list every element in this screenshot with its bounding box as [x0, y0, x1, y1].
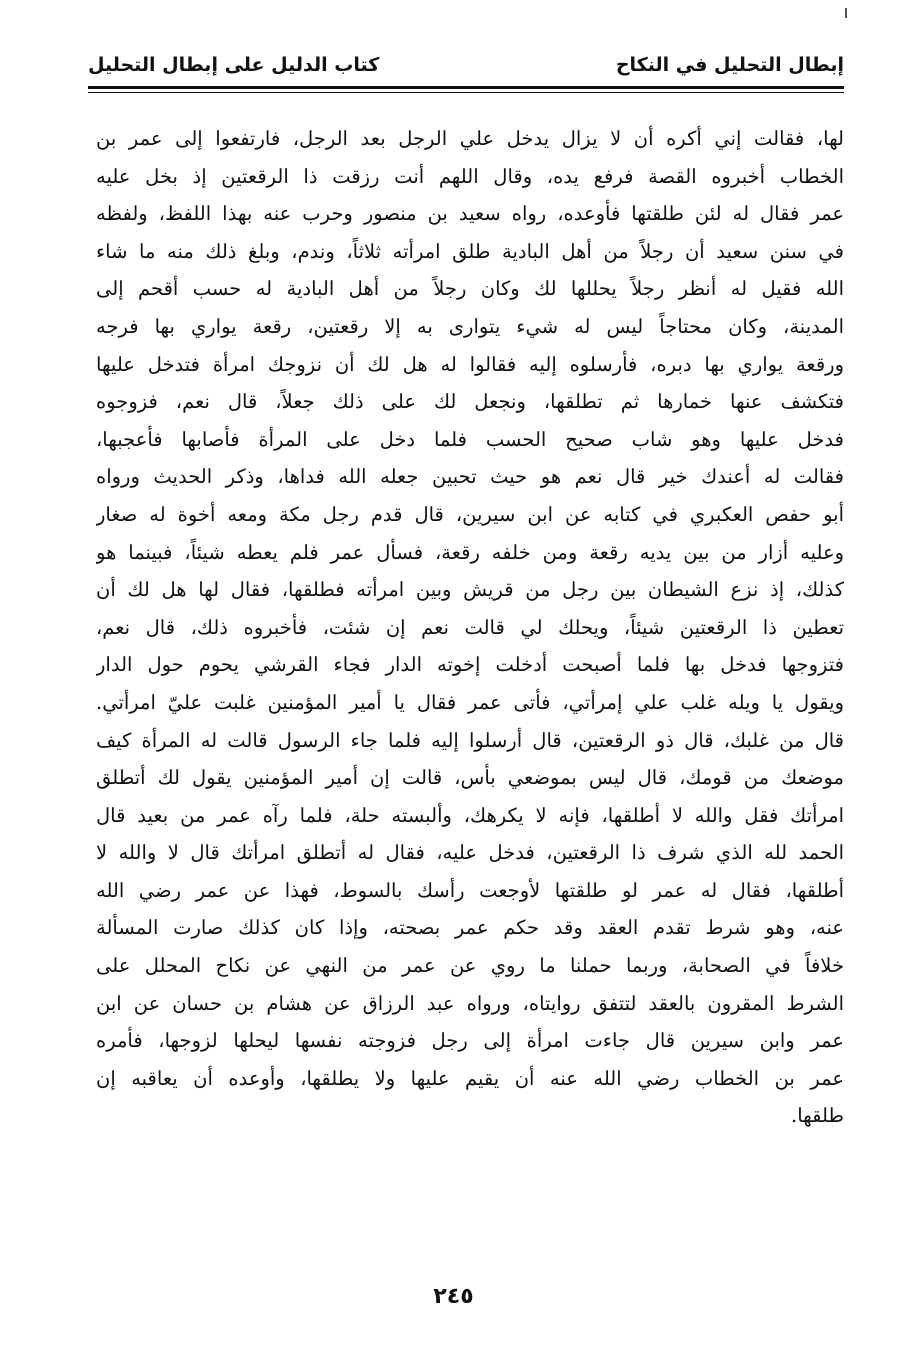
text-line: فقالت له أعندك خير قال نعم هو حيث تحبين جعله الله فداها، وذكر الحديث ورواه [96, 465, 844, 489]
running-header [88, 48, 844, 82]
page-number: ٢٤٥ [433, 1284, 474, 1309]
text-line: وعليه أزار من بين يديه رقعة ومن خلفه رقعة، فسأل عمر فلم يعطه شيئاً، فبينما هو [96, 540, 844, 564]
text-line: امرأتك فقل والله لا أطلقها، فإنه لا يكرهك، وألبسته حلة، فلما رآه عمر من بعيد قال [96, 803, 844, 827]
text-line: عمر بن الخطاب رضي الله عنه أن يقيم عليها ولا يطلقها، وأوعده أن يعاقبه إن [96, 1066, 844, 1090]
text-line: أطلقها، فقال له عمر لو طلقتها لأوجعت رأسك بالسوط، فهذا عن عمر رضي الله [96, 878, 844, 902]
text-line: الشرط المقرون بالعقد لتتفق روايتاه، ورواه عبد الرزاق عن هشام بن حسان عن ابن [96, 991, 844, 1015]
text-line: الخطاب أخبروه القصة فرفع يده، وقال اللهم أنت رزقت ذا الرقعتين إذ بخل عليه [96, 164, 844, 188]
text-line: عمر فقال له لئن طلقتها فأوعده، رواه سعيد بن منصور وحرب عنه بهذا اللفظ، ولفظه [96, 202, 844, 226]
body-text [96, 120, 844, 1135]
text-line: خلافاً في الصحابة، وربما حملنا ما روي عن عمر من النهي عن نكاح المحلل على [96, 954, 844, 978]
header-rule [88, 86, 844, 89]
text-line: ورقعة يواري بها دبره، فأرسلوه إليه فقالوا له هل لك أن نزوجك امرأة فتدخل عليها [96, 352, 844, 376]
text-line: الحمد لله الذي شرف ذا الرقعتين، فدخل عليه، فقال له أتطلق امرأتك قال لا والله لا [96, 841, 844, 865]
header-chapter-title: إبطال التحليل في النكاح [615, 54, 844, 76]
header-book-title: كتاب الدليل على إبطال التحليل [88, 54, 380, 76]
text-line: الله فقيل له أنظر رجلاً يحللها لك وكان رجلاً من أهل البادية له حسب أقحم إلى [96, 277, 844, 301]
scan-mark [845, 8, 847, 18]
text-line: ويقول يا ويله غلب علي إمرأتي، فأتى عمر فقال يا أمير المؤمنين غلبت عليّ امرأتي. [96, 690, 844, 714]
text-line: عنه، وهو شرط تقدم العقد وقد حكم عمر بصحته، وإذا كان كذلك صارت المسألة [96, 916, 844, 940]
text-line: لها، فقالت إني أكره أن لا يزال يدخل علي الرجل بعد الرجل، فارتفعوا إلى عمر بن [96, 127, 844, 150]
header-rule-thin [88, 92, 844, 93]
text-line: في سنن سعيد أن رجلاً من أهل البادية طلق امرأته ثلاثاً، وندم، وبلغ ذلك منه ما شاء [96, 239, 844, 263]
text-line: أبو حفص العكبري في كتابه عن ابن سيرين، قال قدم رجل مكة ومعه أخوة له صغار [96, 502, 844, 526]
text-line: عمر وابن سيرين قال جاءت امرأة إلى رجل فزوجته نفسها ليحلها لزوجها، فأمره [96, 1029, 844, 1053]
text-line: فتزوجها فدخل بها فلما أصبحت أدخلت إخوته الدار فجاء القرشي يحوم حول الدار [96, 653, 844, 677]
text-line: كذلك، إذ نزع الشيطان بين رجل من قريش وبين امرأته فطلقها، فقال لها هل لك أن [96, 578, 844, 602]
text-line: تعطين ذا الرقعتين شيئاً، ويحلك لي قالت نعم إن شئت، فأخبروه ذلك، قال نعم، [96, 615, 844, 639]
text-line: موضعك من قومك، قال ليس بموضعي بأس، قالت إن أمير المؤمنين يقول لك أتطلق [96, 766, 844, 790]
text-line: فتكشف عنها خمارها ثم تطلقها، ونجعل لك على ذلك جعلاً، قال نعم، فزوجوه [96, 390, 844, 414]
text-line: طلقها. [791, 1104, 844, 1128]
text-line: قال من غلبك، قال ذو الرقعتين، قال أرسلوا إليه فلما جاء الرسول قالت له المرأة كيف [96, 728, 844, 752]
text-line: فدخل عليها وهو شاب صحيح الحسب فلما دخل على المرأة فأصابها فأعجبها، [96, 427, 844, 451]
text-line: المدينة، وكان محتاجاً ليس له شيء يتوارى به إلا رقعتين، رقعة يواري بها فرجه [96, 314, 844, 338]
